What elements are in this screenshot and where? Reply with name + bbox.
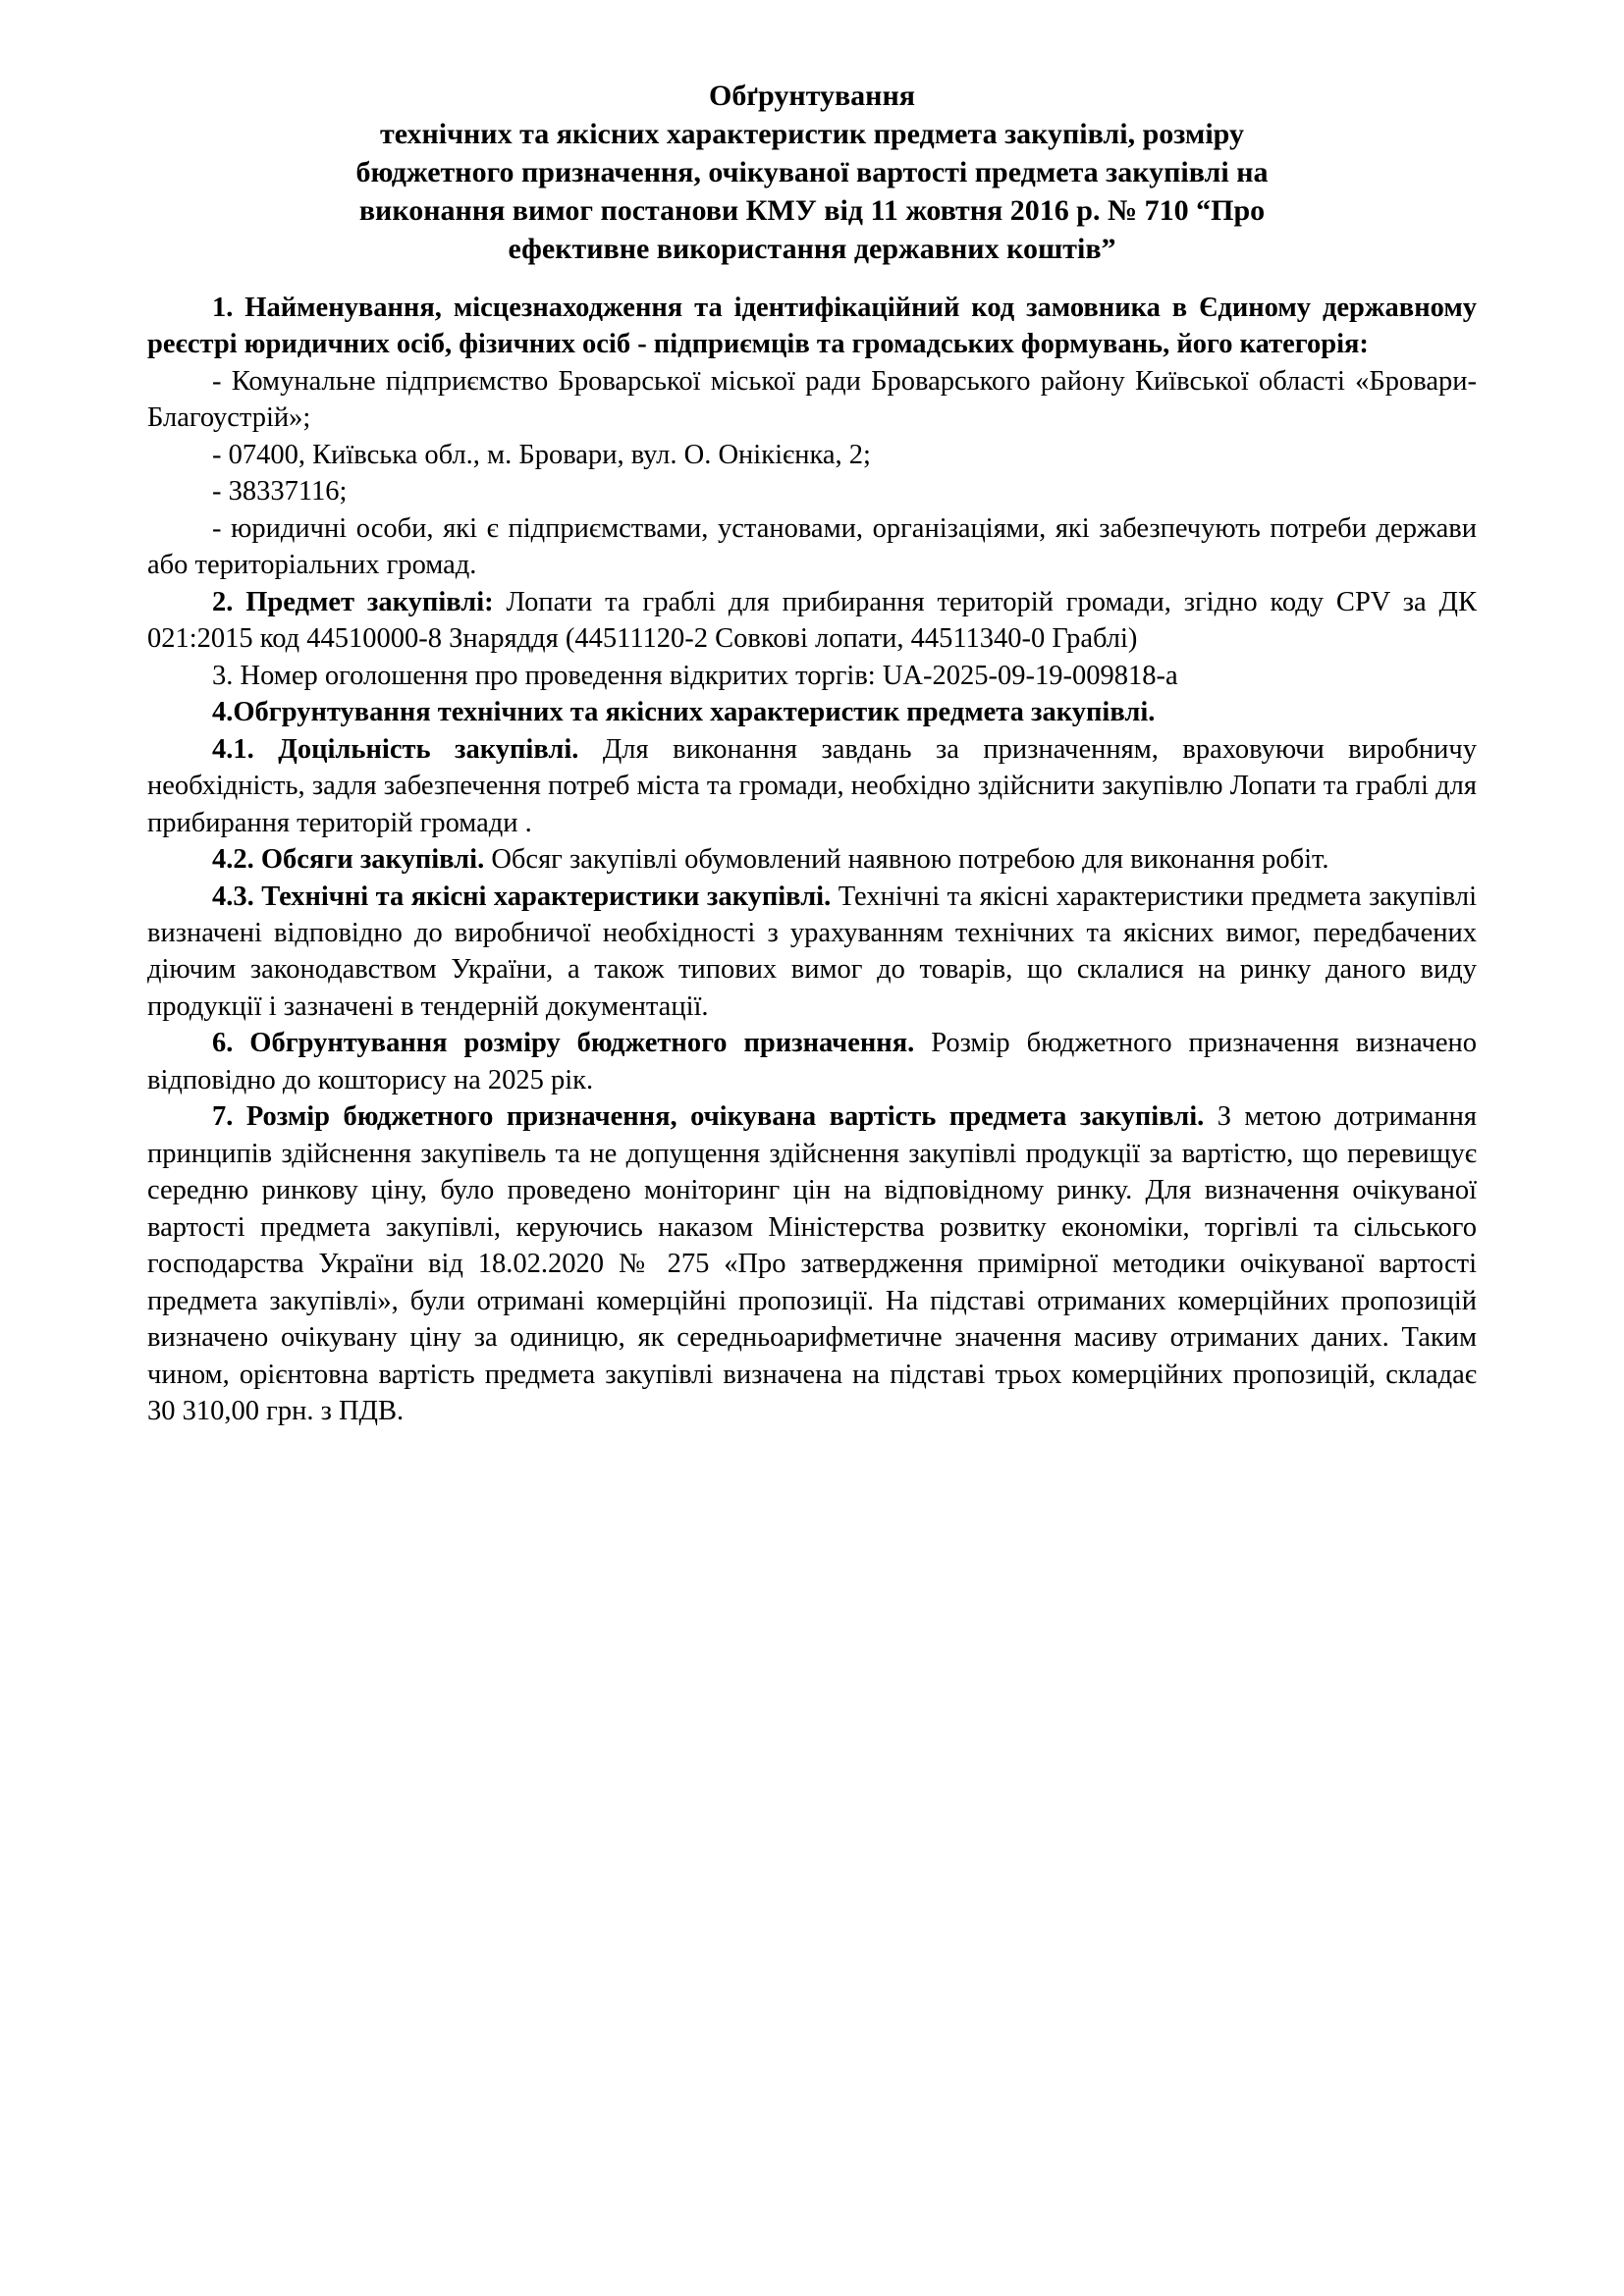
paragraph-budget-justification-lead: 6. Обгрунтування розміру бюджетного призначення. xyxy=(212,1028,915,1059)
paragraph-volumes-lead: 4.2. Обсяги закупівлі. xyxy=(212,844,485,876)
paragraph-technical-characteristics-text: Технічні та якісні характеристики предмета закупівлі визначені відповідно до виробничої необхідності з урахуванням технічних та якісних вимог, передбачених діючим законодавством України, а також типових вимог до товарів, що склалися на ринку даного виду продукції і зазначені в тендерній документації. xyxy=(147,881,1478,1022)
paragraph-customer-address xyxy=(147,437,1477,473)
paragraph-subject-of-procurement xyxy=(147,584,1477,658)
paragraph-expected-cost xyxy=(147,1098,1477,1429)
paragraph-announcement-number xyxy=(147,658,1477,694)
paragraph-customer-category-text: - юридичні особи, які є підприємствами, установами, організаціями, які забезпечують потреби держави або територіальних громад. xyxy=(147,512,1477,581)
paragraph-customer-code xyxy=(147,473,1477,509)
paragraph-expediency-lead: 4.1. Доцільність закупівлі. xyxy=(212,733,579,765)
paragraph-volumes xyxy=(147,841,1477,878)
paragraph-customer-category xyxy=(147,510,1477,584)
paragraph-requisites-heading-lead: 1. Найменування, місцезнаходження та ідентифікаційний код замовника в Єдиному державному реєстрі юридичних осіб, фізичних осіб - підприємців та громадських формувань, його категорія: xyxy=(147,293,1477,360)
paragraph-volumes-text: Обсяг закупівлі обумовлений наявною потребою для виконання робіт. xyxy=(484,844,1329,876)
paragraph-subject-text: Лопати та граблі для прибирання територій громади, згідно коду CPV за ДК 021:2015 код 44510000-8 Знаряддя (44511120-2 Совкові лопати, 44511340-0 Граблі) xyxy=(147,586,1477,655)
paragraph-customer-name xyxy=(147,363,1477,437)
paragraph-justification-heading xyxy=(147,694,1477,730)
title-line-4: виконання вимог постанови КМУ від 11 жовтня 2016 р. № 710 “Про xyxy=(358,194,1266,227)
title-line-3: бюджетного призначення, очікуваної вартості предмета закупівлі на xyxy=(355,156,1269,188)
paragraph-subject-lead: 2. Предмет закупівлі: xyxy=(212,586,494,617)
title-line-1: Обґрунтування xyxy=(709,80,915,112)
paragraph-expediency-text: Для виконання завдань за призначенням, враховуючи виробничу необхідність, задля забезпечення потреб міста та громади, необхідно здійснити закупівлю Лопати та граблі для прибирання територій громади . xyxy=(147,733,1477,838)
paragraph-justification-heading-lead: 4.Обгрунтування технічних та якісних характеристик предмета закупівлі. xyxy=(212,697,1156,728)
paragraph-expected-cost-lead: 7. Розмір бюджетного призначення, очікувана вартість предмета закупівлі. xyxy=(212,1101,1205,1133)
paragraph-customer-address-text: - 07400, Київська обл., м. Бровари, вул. О. Онікієнка, 2; xyxy=(212,439,871,470)
paragraph-expediency xyxy=(147,731,1477,841)
paragraph-announcement-number-text: 3. Номер оголошення про проведення відкритих торгів: UA-2025-09-19-009818-a xyxy=(212,660,1178,691)
paragraph-customer-name-text: - Комунальне підприємство Броварської міської ради Броварського району Київської області «Бровари-Благоустрій»; xyxy=(147,365,1477,434)
document-title-block xyxy=(147,77,1477,268)
paragraph-technical-characteristics xyxy=(147,879,1477,1026)
paragraph-budget-justification-text: Розмір бюджетного призначення визначено відповідно до кошторису на 2025 рік. xyxy=(147,1028,1477,1095)
paragraph-expected-cost-text: З метою дотримання принципів здійснення закупівель та не допущення здійснення закупівлі продукції за вартістю, що перевищує середню ринкову ціну, було проведено моніторинг цін на відповідному ринку. Для визначення очікуваної вартості предмета закупівлі, керуючись наказом Міністерства розвитку економіки, торгівлі та сільського господарства України від 18.02.2020 № 275 «Про затвердження примірної методики очікуваної вартості предмета закупівлі», були отримані комерційні пропозиції. На підставі отриманих комерційних пропозицій визначено очікувану ціну за одиницю, як середньоарифметичне значення масиву отриманих даних. Таким чином, орієнтовна вартість предмета закупівлі визначена на підставі трьох комерційних пропозицій, складає 30 310,00 грн. з ПДВ. xyxy=(147,1101,1477,1427)
title-line-2: технічних та якісних характеристик предмета закупівлі, розміру xyxy=(380,118,1244,150)
paragraph-customer-code-text: - 38337116; xyxy=(212,476,348,507)
paragraph-technical-characteristics-lead: 4.3. Технічні та якісні характеристики закупівлі. xyxy=(212,881,832,912)
paragraph-budget-justification xyxy=(147,1025,1477,1098)
paragraph-requisites-heading xyxy=(147,290,1477,363)
page-title xyxy=(147,77,1477,268)
title-line-5: ефективне використання державних коштів” xyxy=(508,233,1116,265)
